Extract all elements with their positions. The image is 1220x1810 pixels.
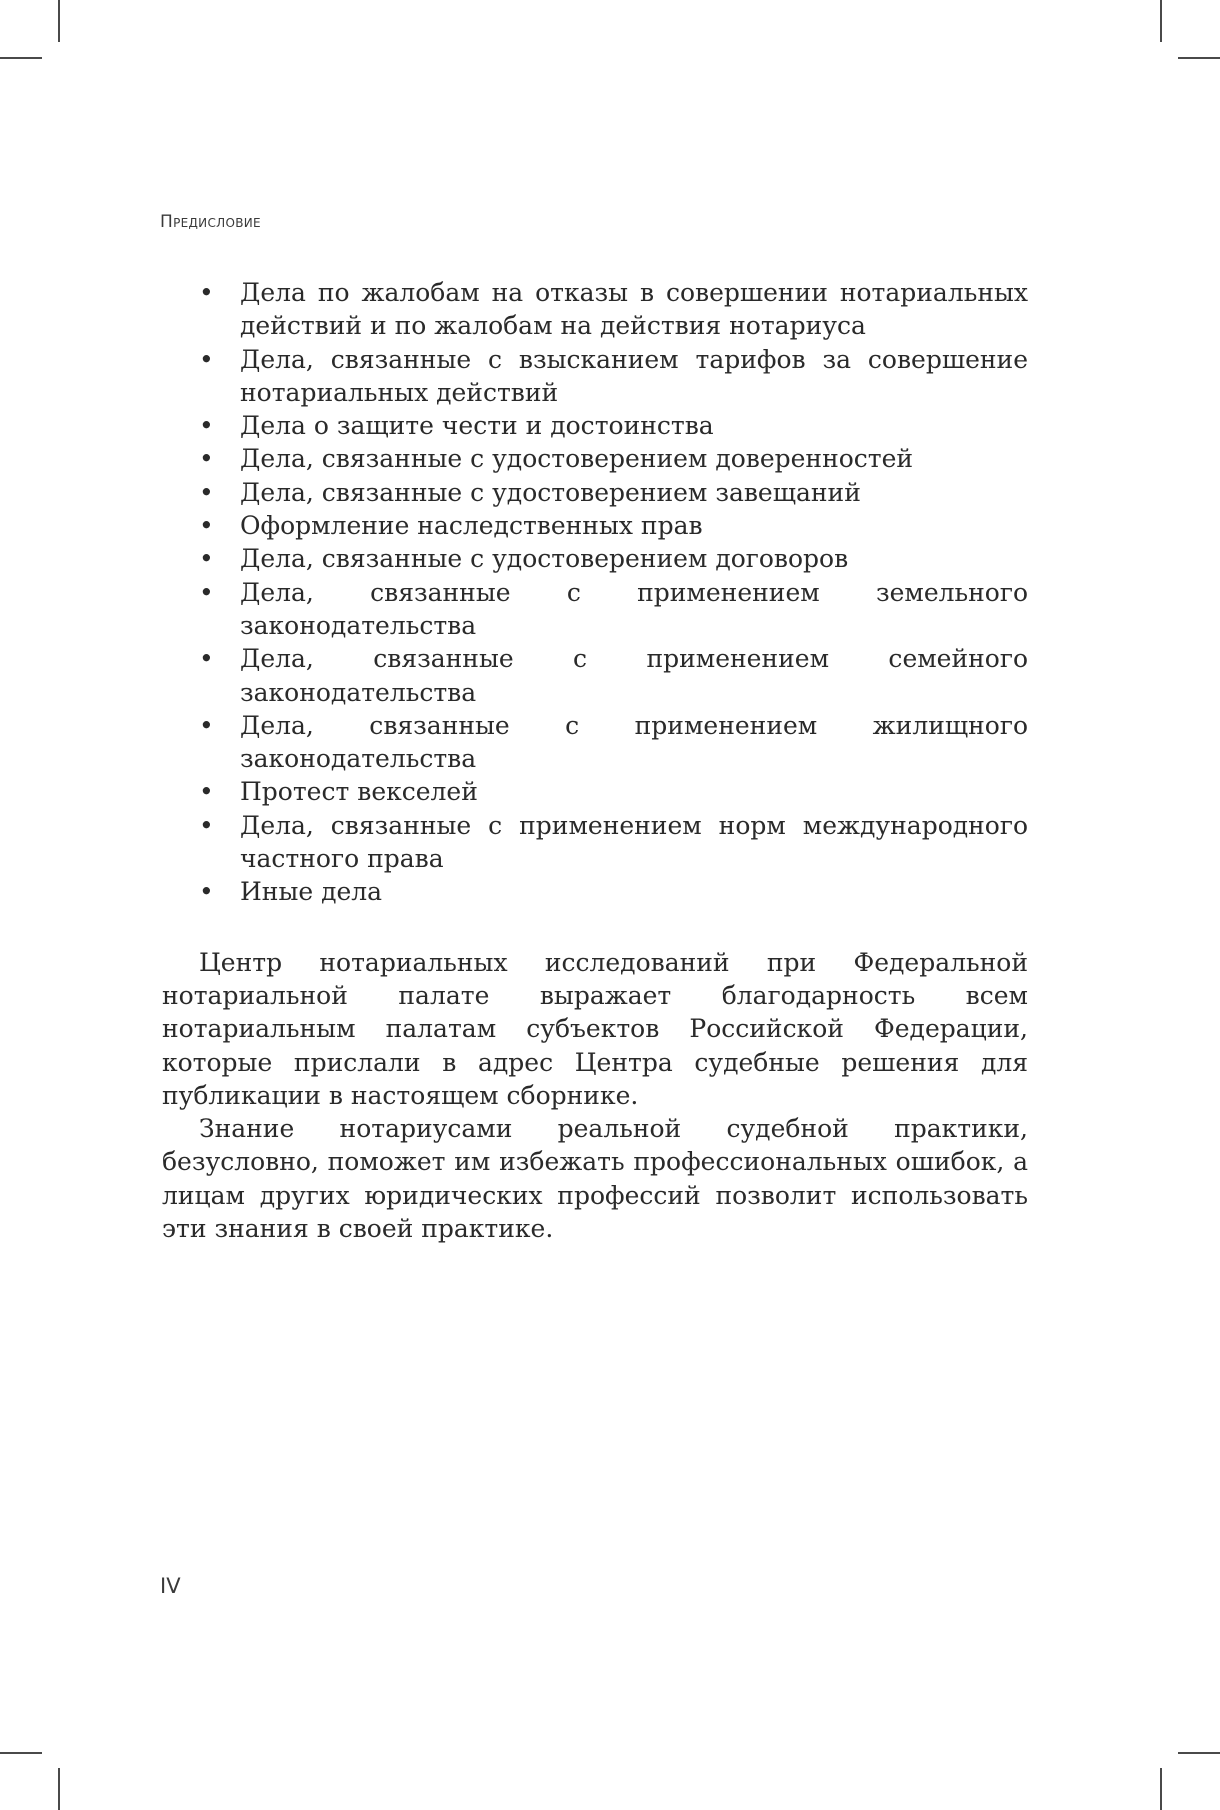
list-item: • Дела, связанные с применением семейного законодательства [162, 642, 1028, 709]
crop-mark-bottom-right-vertical [1160, 1768, 1162, 1810]
topics-list [162, 276, 1028, 909]
crop-mark-bottom-left-horizontal [0, 1752, 42, 1754]
list-item: • Дела о защите чести и достоинства [162, 409, 1028, 442]
acknowledgement-paragraph: Центр нотариальных исследований при Федеральной нотариальной палате выражает благодарность всем нотариальным палатам субъектов Российской Федерации, которые прислали в адрес Центра судебные решения для публикации в настоящем сборнике. [162, 947, 1028, 1110]
crop-mark-top-right-horizontal [1178, 57, 1220, 59]
crop-mark-top-left-vertical [58, 0, 60, 42]
list-item: • Дела, связанные с применением земельного законодательства [162, 576, 1028, 643]
list-item: • Оформление наследственных прав [162, 509, 1028, 542]
list-item: • Дела, связанные с применением норм международного частного права [162, 809, 1028, 876]
closing-paragraph: Знание нотариусами реальной судебной практики, безусловно, поможет им избежать профессиональных ошибок, а лицам других юридических профессий позволит использовать эти знания в своей практике. [162, 1114, 1028, 1244]
list-item: • Дела по жалобам на отказы в совершении нотариальных действий и по жалобам на действия нотариуса [162, 276, 1028, 343]
crop-mark-top-right-vertical [1160, 0, 1162, 42]
list-item: • Протест векселей [162, 775, 1028, 808]
crop-mark-bottom-left-vertical [58, 1768, 60, 1810]
page-number: IV [160, 1574, 181, 1598]
page-body [162, 276, 1028, 1245]
list-item: • Дела, связанные с применением жилищного законодательства [162, 709, 1028, 776]
running-head: Предисловие [160, 212, 261, 232]
crop-mark-bottom-right-horizontal [1178, 1752, 1220, 1754]
list-item: • Иные дела [162, 875, 1028, 908]
list-item: • Дела, связанные с удостоверением завещаний [162, 476, 1028, 509]
list-item: • Дела, связанные с взысканием тарифов за совершение нотариальных действий [162, 343, 1028, 410]
list-item: • Дела, связанные с удостоверением доверенностей [162, 442, 1028, 475]
list-item: • Дела, связанные с удостоверением договоров [162, 542, 1028, 575]
crop-mark-top-left-horizontal [0, 57, 42, 59]
